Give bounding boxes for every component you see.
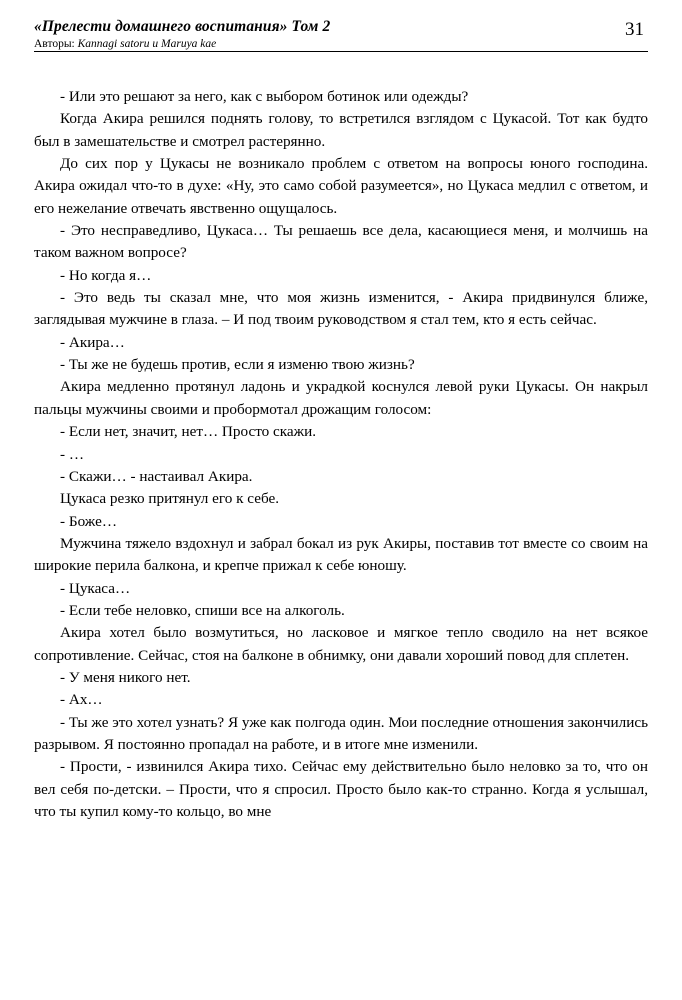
paragraph: - Это ведь ты сказал мне, что моя жизнь изменится, - Акира придвинулся ближе, заглядывая мужчине в глаза. – И под твоим руководством я стал тем, кто я есть сейчас. bbox=[34, 289, 648, 329]
paragraph: - Скажи… - настаивал Акира. bbox=[60, 467, 253, 485]
paragraph: Акира хотел было возмутиться, но ласковое и мягкое тепло сводило на нет всякое сопротивление. Сейчас, стоя на балконе в обнимку, они давали хороший повод для сплетен. bbox=[34, 624, 648, 664]
page-number: 31 bbox=[625, 19, 644, 40]
paragraph: - Ты же не будешь против, если я изменю твою жизнь? bbox=[60, 356, 415, 374]
paragraph: - Цукаса… bbox=[60, 579, 131, 597]
paragraph: - Если тебе неловко, спиши все на алкоголь. bbox=[60, 601, 345, 619]
paragraph: - Или это решают за него, как с выбором ботинок или одежды? bbox=[60, 88, 469, 105]
paragraph: До сих пор у Цукасы не возникало проблем с ответом на вопросы юного господина. Акира ожидал что-то в духе: «Ну, это само собой разумеется», но Цукаса медлил с ответом, и его нежелание отвечать явственно ощущалось. bbox=[34, 155, 648, 217]
paragraph: - Ты же это хотел узнать? Я уже как полгода один. Мои последние отношения закончились разрывом. Я постоянно пропадал на работе, и в итоге мне изменили. bbox=[34, 713, 648, 753]
paragraph: - … bbox=[60, 445, 85, 463]
paragraph: - У меня никого нет. bbox=[60, 668, 191, 686]
paragraph: - Но когда я… bbox=[60, 266, 152, 284]
authors-label: Авторы: bbox=[34, 38, 75, 50]
book-title: «Прелести домашнего воспитания» Том 2 bbox=[34, 18, 331, 35]
paragraph: - Если нет, значит, нет… Просто скажи. bbox=[60, 423, 317, 441]
paragraph: Цукаса резко притянул его к себе. bbox=[60, 490, 280, 508]
paragraph: - Это несправедливо, Цукаса… Ты решаешь все дела, касающиеся меня, и молчишь на таком важном вопросе? bbox=[34, 222, 648, 262]
page-header bbox=[34, 18, 648, 50]
paragraph: Мужчина тяжело вздохнул и забрал бокал из рук Акиры, поставив тот вместе со своим на широкие перила балкона, и крепче прижал к себе юношу. bbox=[34, 534, 648, 575]
paragraph: - Боже… bbox=[60, 512, 118, 530]
paragraph: - Ах… bbox=[60, 691, 103, 709]
paragraph: - Прости, - извинился Акира тихо. Сейчас ему действительно было неловко за то, что он вел себя по-детски. – Прости, что я спросил. Просто было как-то странно. Когда я услышал, что ты купил кому-то кольцо, во мне bbox=[34, 758, 648, 820]
paragraph: Акира медленно протянул ладонь и украдкой коснулся левой руки Цукасы. Он накрыл пальцы мужчины своими и пробормотал дрожащим голосом: bbox=[34, 378, 648, 418]
body-text bbox=[34, 86, 648, 823]
authors-line bbox=[34, 38, 330, 50]
authors-names: Kannagi satoru и Maruya kae bbox=[77, 38, 217, 50]
paragraph: Когда Акира решился поднять голову, то встретился взглядом с Цукасой. Тот как будто был в замешательстве и смотрел растерянно. bbox=[34, 110, 648, 150]
paragraph: - Акира… bbox=[60, 333, 125, 351]
header-divider bbox=[34, 51, 648, 52]
header-left bbox=[34, 18, 330, 50]
